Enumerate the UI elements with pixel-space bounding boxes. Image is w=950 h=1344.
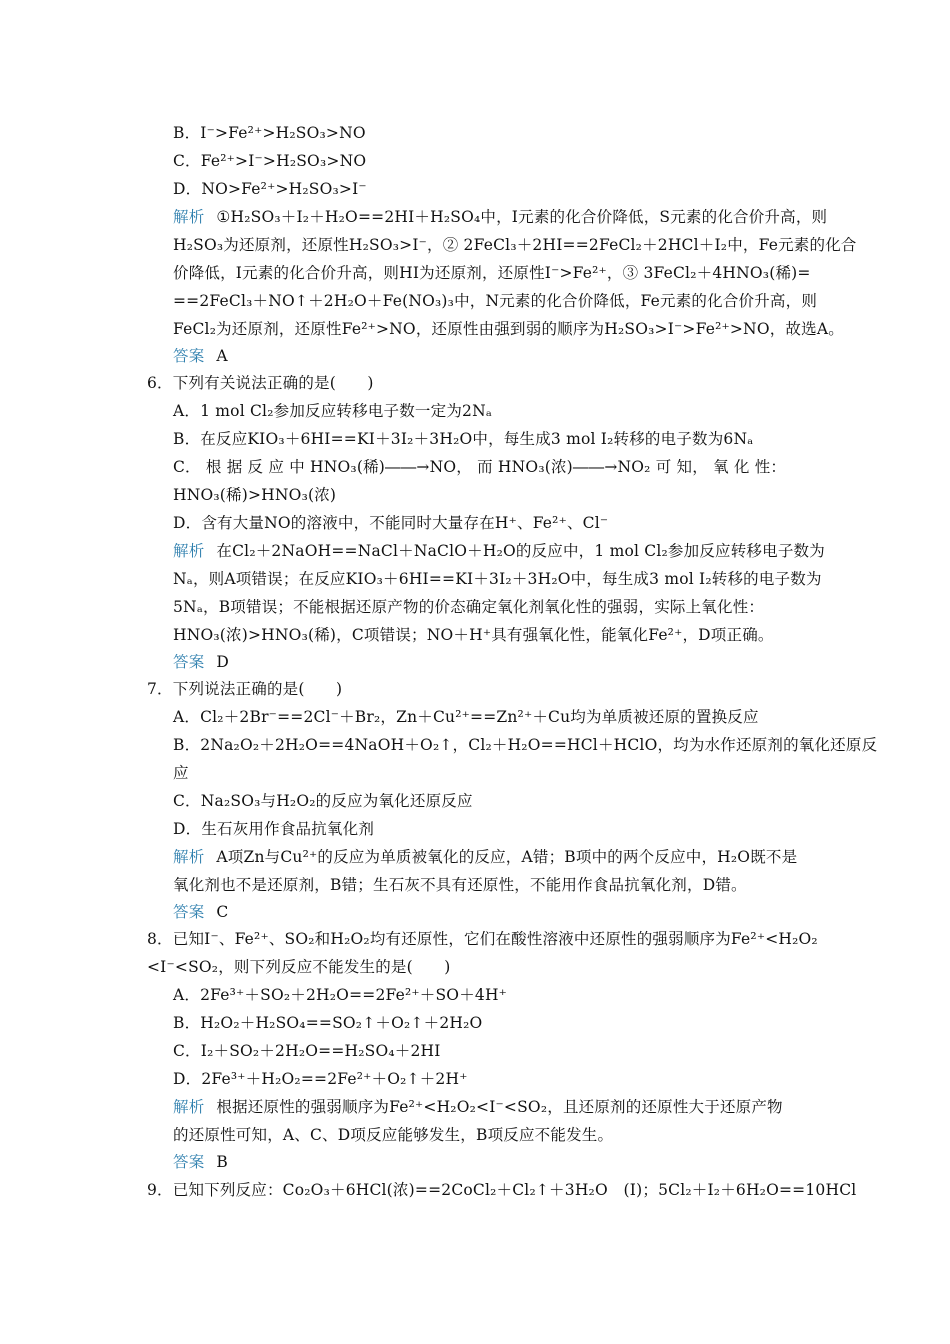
q7-option-b-line-2: 应 <box>173 764 189 782</box>
q6-explanation-line-1: 解析 在Cl₂＋2NaOH==NaCl＋NaClO＋H₂O的反应中，1 mol Cl₂参加反应转移电子数为 <box>173 542 825 560</box>
q5-explanation-line-5: FeCl₂为还原剂，还原性Fe²⁺>NO，还原性由强到弱的顺序为H₂SO₃>I⁻>Fe²⁺>NO，故选A。 <box>173 320 844 338</box>
q6-answer: 答案 D <box>173 653 230 671</box>
q6-explanation-line-4: HNO₃(浓)>HNO₃(稀)，C项错误；NO＋H⁺具有强氧化性，能氧化Fe²⁺，D项正确。 <box>173 626 774 644</box>
q5-option-d: D．NO>Fe²⁺>H₂SO₃>I⁻ <box>173 180 367 198</box>
q6-option-a: A．1 mol Cl₂参加反应转移电子数一定为2Nₐ <box>173 402 493 420</box>
q5-option-c: C．Fe²⁺>I⁻>H₂SO₃>NO <box>173 152 367 170</box>
q6-explanation-line-2: Nₐ，则A项错误；在反应KIO₃＋6HI==KI＋3I₂＋3H₂O中，每生成3 mol I₂转移的电子数为 <box>173 570 822 588</box>
q8-answer: 答案 B <box>173 1153 228 1171</box>
q5-answer: 答案 A <box>173 347 228 365</box>
q6-option-c-line-2: HNO₃(稀)>HNO₃(浓) <box>173 486 337 504</box>
q7-explanation-line-1: 解析 A项Zn与Cu²⁺的反应为单质被氧化的反应，A错；B项中的两个反应中，H₂O既不是 <box>173 848 798 866</box>
q7-option-c: C．Na₂SO₃与H₂O₂的反应为氧化还原反应 <box>173 792 473 810</box>
q7-explanation-line-2: 氧化剂也不是还原剂，B错；生石灰不具有还原性，不能用作食品抗氧化剂，D错。 <box>173 876 747 894</box>
answer-label: 答案 <box>173 653 205 671</box>
q6-option-b: B．在反应KIO₃＋6HI==KI＋3I₂＋3H₂O中，每生成3 mol I₂转移的电子数为6Nₐ <box>173 430 754 448</box>
q5-explanation-line-2: H₂SO₃为还原剂，还原性H₂SO₃>I⁻，② 2FeCl₃＋2HI==2FeCl₂＋2HCl＋I₂中，Fe元素的化合 <box>173 236 857 254</box>
q7-option-a: A．Cl₂＋2Br⁻==2Cl⁻＋Br₂，Zn＋Cu²⁺==Zn²⁺＋Cu均为单质被还原的置换反应 <box>173 708 759 726</box>
q8-option-a: A．2Fe³⁺＋SO₂＋2H₂O==2Fe²⁺＋SO＋4H⁺ <box>173 986 508 1004</box>
q8-option-c: C．I₂＋SO₂＋2H₂O==H₂SO₄＋2HI <box>173 1042 441 1060</box>
explanation-label: 解析 <box>173 208 205 226</box>
q5-option-b: B．I⁻>Fe²⁺>H₂SO₃>NO <box>173 124 366 142</box>
answer-label: 答案 <box>173 1153 205 1171</box>
q6-option-c-line-1: C． 根 据 反 应 中 HNO₃(稀)――→NO， 而 HNO₃(浓)――→NO₂ 可 知， 氧 化 性： <box>173 458 787 476</box>
q8-stem-line-1: 8．已知I⁻、Fe²⁺、SO₂和H₂O₂均有还原性，它们在酸性溶液中还原性的强弱顺序为Fe²⁺<H₂O₂ <box>147 930 818 948</box>
q7-option-d: D．生石灰用作食品抗氧化剂 <box>173 820 375 838</box>
q8-explanation-line-1: 解析 根据还原性的强弱顺序为Fe²⁺<H₂O₂<I⁻<SO₂，且还原剂的还原性大于还原产物 <box>173 1098 783 1116</box>
answer-label: 答案 <box>173 347 205 365</box>
q8-option-b: B．H₂O₂＋H₂SO₄==SO₂↑＋O₂↑＋2H₂O <box>173 1014 483 1032</box>
explanation-label: 解析 <box>173 542 205 560</box>
q7-option-b-line-1: B．2Na₂O₂＋2H₂O==4NaOH＋O₂↑，Cl₂＋H₂O==HCl＋HClO，均为水作还原剂的氧化还原反 <box>173 736 878 754</box>
q8-stem-line-2: <I⁻<SO₂，则下列反应不能发生的是( ) <box>147 958 451 976</box>
explanation-label: 解析 <box>173 848 205 866</box>
q9-stem-line-1: 9．已知下列反应：Co₂O₃＋6HCl(浓)==2CoCl₂＋Cl₂↑＋3H₂O (Ⅰ)；5Cl₂＋I₂＋6H₂O==10HCl <box>147 1181 857 1199</box>
q6-stem: 6．下列有关说法正确的是( ) <box>147 374 374 392</box>
answer-label: 答案 <box>173 903 205 921</box>
q7-stem: 7．下列说法正确的是( ) <box>147 680 343 698</box>
q6-explanation-line-3: 5Nₐ，B项错误；不能根据还原产物的价态确定氧化剂氧化性的强弱，实际上氧化性： <box>173 598 765 616</box>
q8-option-d: D．2Fe³⁺＋H₂O₂==2Fe²⁺＋O₂↑＋2H⁺ <box>173 1070 468 1088</box>
q5-explanation-line-4: ==2FeCl₃＋NO↑＋2H₂O＋Fe(NO₃)₃中，N元素的化合价降低，Fe元素的化合价升高，则 <box>173 292 818 310</box>
q6-option-d: D．含有大量NO的溶液中，不能同时大量存在H⁺、Fe²⁺、Cl⁻ <box>173 514 609 532</box>
explanation-label: 解析 <box>173 1098 205 1116</box>
q5-explanation-line-1: 解析 ①H₂SO₃＋I₂＋H₂O==2HI＋H₂SO₄中，I元素的化合价降低，S元素的化合价升高，则 <box>173 208 828 226</box>
q8-explanation-line-2: 的还原性可知，A、C、D项反应能够发生，B项反应不能发生。 <box>173 1126 614 1144</box>
q7-answer: 答案 C <box>173 903 229 921</box>
q5-explanation-line-3: 价降低，I元素的化合价升高，则HI为还原剂，还原性I⁻>Fe²⁺，③ 3FeCl₂＋4HNO₃(稀)= <box>173 264 811 282</box>
